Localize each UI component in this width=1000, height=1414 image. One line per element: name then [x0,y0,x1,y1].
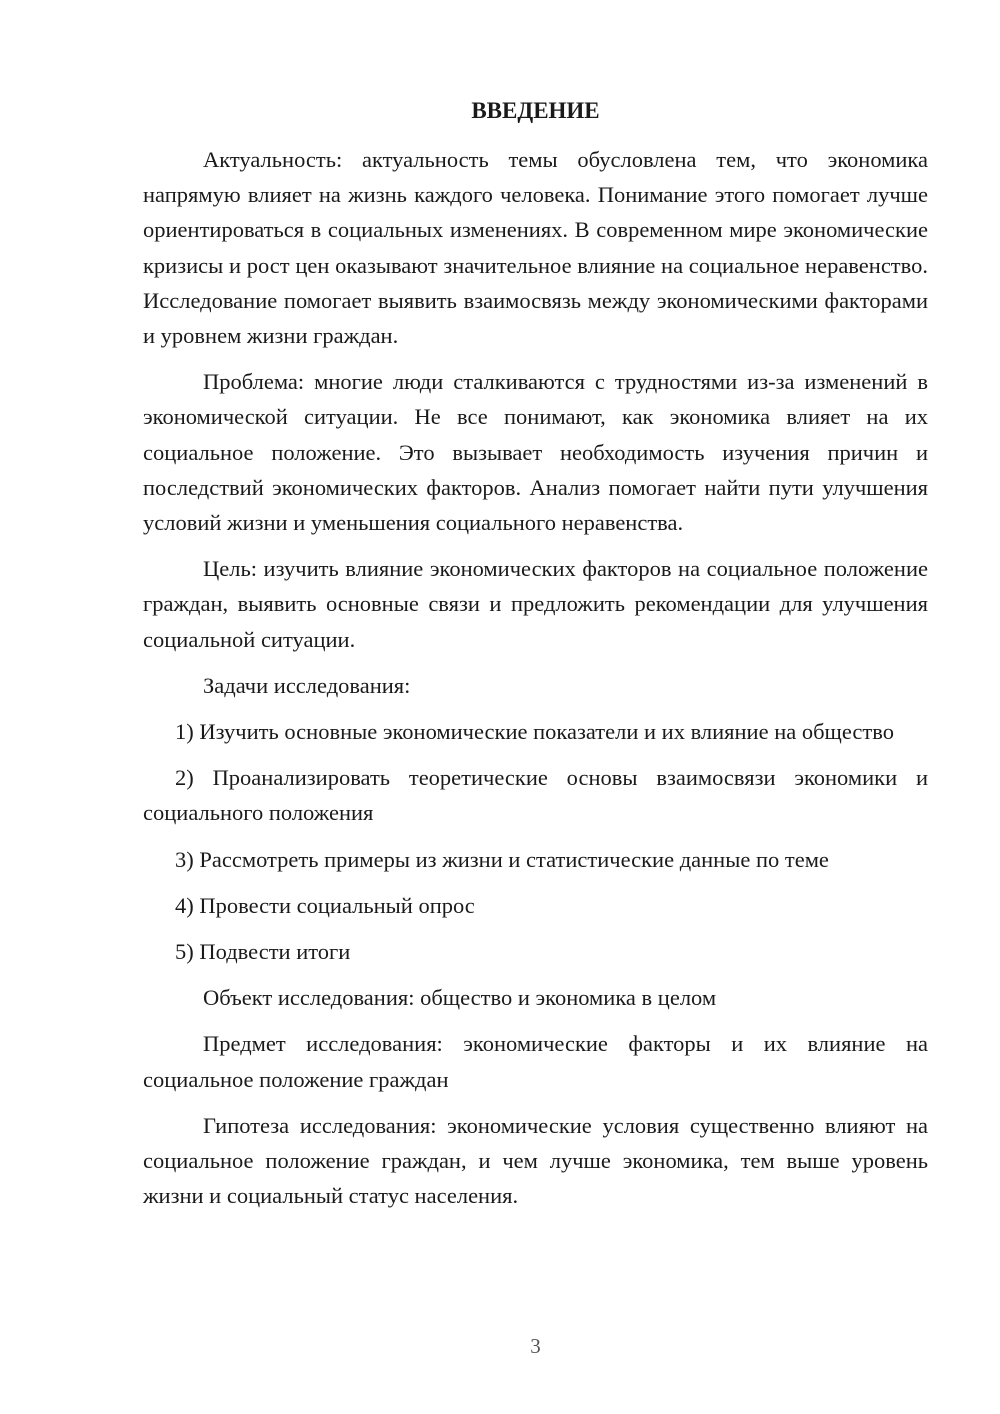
task-item: 1) Изучить основные экономические показатели и их влияние на общество [175,719,894,745]
paragraph-problem: Проблема: многие люди сталкиваются с трудностями из-за изменений в экономической ситуации. Не все понимают, как экономика влияет на их социальное положение. Это вызывает необходимость изучения причин и последствий экономических факторов. Анализ помогает найти пути улучшения условий жизни и уменьшения социального неравенства. [143,369,928,536]
task-item: 3) Рассмотреть примеры из жизни и статистические данные по теме [175,846,829,872]
document-body [143,142,928,1224]
paragraph-tasks-heading: Задачи исследования: [203,672,411,698]
paragraph-relevance: Актуальность: актуальность темы обусловлена тем, что экономика напрямую влияет на жизнь каждого человека. Понимание этого помогает лучше ориентироваться в социальных изменениях. В современном мире экономические кризисы и рост цен оказывают значительное влияние на социальное неравенство. Исследование помогает выявить взаимосвязь между экономическими факторами и уровнем жизни граждан. [143,147,928,349]
paragraph-subject: Предмет исследования: экономические факторы и их влияние на социальное положение граждан [143,1031,928,1092]
paragraph-hypothesis: Гипотеза исследования: экономические условия существенно влияют на социальное положение граждан, и чем лучше экономика, тем выше уровень жизни и социальный статус населения. [143,1112,928,1209]
task-item: 2) Проанализировать теоретические основы взаимосвязи экономики и социального положения [143,765,928,826]
paragraph-goal: Цель: изучить влияние экономических факторов на социальное положение граждан, выявить основные связи и предложить рекомендации для улучшения социальной ситуации. [143,556,928,652]
document-title: ВВЕДЕНИЕ [471,98,600,123]
paragraph-object: Объект исследования: общество и экономика в целом [203,985,717,1011]
document-page [143,0,928,1414]
task-item: 5) Подвести итоги [175,939,351,965]
page-number: 3 [530,1334,541,1358]
task-item: 4) Провести социальный опрос [175,892,475,918]
